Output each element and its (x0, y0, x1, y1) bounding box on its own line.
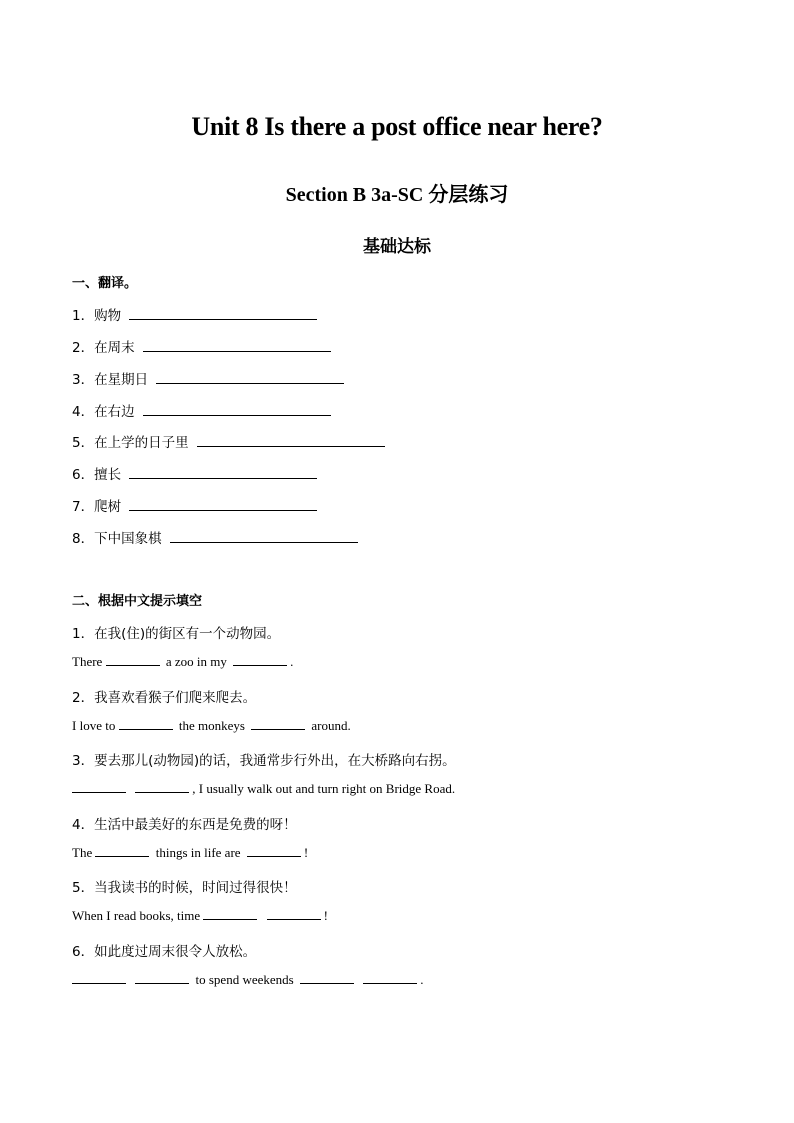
fill-blank[interactable] (119, 719, 173, 730)
translate-item (72, 336, 331, 356)
item-number: 3． (72, 372, 95, 388)
question-english: I love to the monkeys around. (72, 718, 351, 733)
item-number: 6． (72, 467, 95, 483)
item-text: 下中国象棋 (94, 531, 162, 547)
translate-item (72, 368, 344, 388)
answer-blank[interactable] (129, 496, 317, 511)
answer-blank[interactable] (129, 305, 317, 320)
fill-blank[interactable] (106, 655, 160, 666)
item-number: 5． (72, 435, 95, 451)
translate-item (72, 400, 331, 420)
fill-blank[interactable] (247, 846, 301, 857)
answer-blank[interactable] (143, 337, 331, 352)
item-number: 8． (72, 531, 95, 547)
fill-blank[interactable] (72, 973, 126, 984)
page-title: Unit 8 Is there a post office near here? (191, 112, 603, 141)
fill-blank[interactable] (363, 973, 417, 984)
item-text: 擅长 (94, 467, 122, 483)
translate-item (72, 495, 317, 515)
question-english: There a zoo in my . (72, 654, 294, 669)
question-english: When I read books, time ! (72, 908, 328, 923)
item-text: 在星期日 (94, 372, 149, 388)
item-number: 2． (72, 340, 95, 356)
translate-item (72, 431, 385, 451)
item-number: 1． (72, 308, 95, 324)
answer-blank[interactable] (156, 369, 344, 384)
fill-blank[interactable] (203, 909, 257, 920)
fill-blank[interactable] (300, 973, 354, 984)
question-english: The things in life are ! (72, 845, 309, 860)
item-text: 在上学的日子里 (94, 435, 189, 451)
fill-blank[interactable] (72, 782, 126, 793)
item-number: 4． (72, 404, 95, 420)
translate-item (72, 463, 317, 483)
item-text: 购物 (94, 308, 122, 324)
question-chinese: 2．我喜欢看猴子们爬来爬去。 (72, 690, 257, 706)
item-text: 爬树 (94, 499, 122, 515)
question-chinese: 4．生活中最美好的东西是免费的呀！ (72, 817, 297, 833)
fill-blank[interactable] (95, 846, 149, 857)
question-english: , I usually walk out and turn right on Bridge Road. (72, 781, 455, 797)
answer-blank[interactable] (170, 528, 358, 543)
fill-blank[interactable] (267, 909, 321, 920)
item-text: 在右边 (94, 404, 135, 420)
answer-blank[interactable] (143, 401, 331, 416)
question-chinese: 3．要去那儿(动物园)的话，我通常步行外出，在大桥路向右拐。 (72, 753, 456, 769)
part2-heading: 二、根据中文提示填空 (72, 594, 203, 609)
fill-blank[interactable] (135, 782, 189, 793)
fill-blank[interactable] (135, 973, 189, 984)
answer-blank[interactable] (197, 432, 385, 447)
translate-item (72, 304, 317, 324)
question-chinese: 5．当我读书的时候，时间过得很快！ (72, 880, 297, 896)
part1-heading: 一、翻译。 (72, 276, 138, 291)
fill-blank[interactable] (251, 719, 305, 730)
level-heading: 基础达标 (363, 237, 431, 256)
fill-blank[interactable] (233, 655, 287, 666)
item-number: 7． (72, 499, 95, 515)
item-text: 在周末 (94, 340, 135, 356)
translate-item (72, 527, 358, 547)
question-chinese: 1．在我(住)的街区有一个动物园。 (72, 626, 281, 642)
question-english: to spend weekends . (72, 972, 423, 988)
answer-blank[interactable] (129, 464, 317, 479)
section-subtitle: Section B 3a-SC 分层练习 (285, 184, 509, 206)
question-chinese: 6．如此度过周末很令人放松。 (72, 944, 257, 960)
